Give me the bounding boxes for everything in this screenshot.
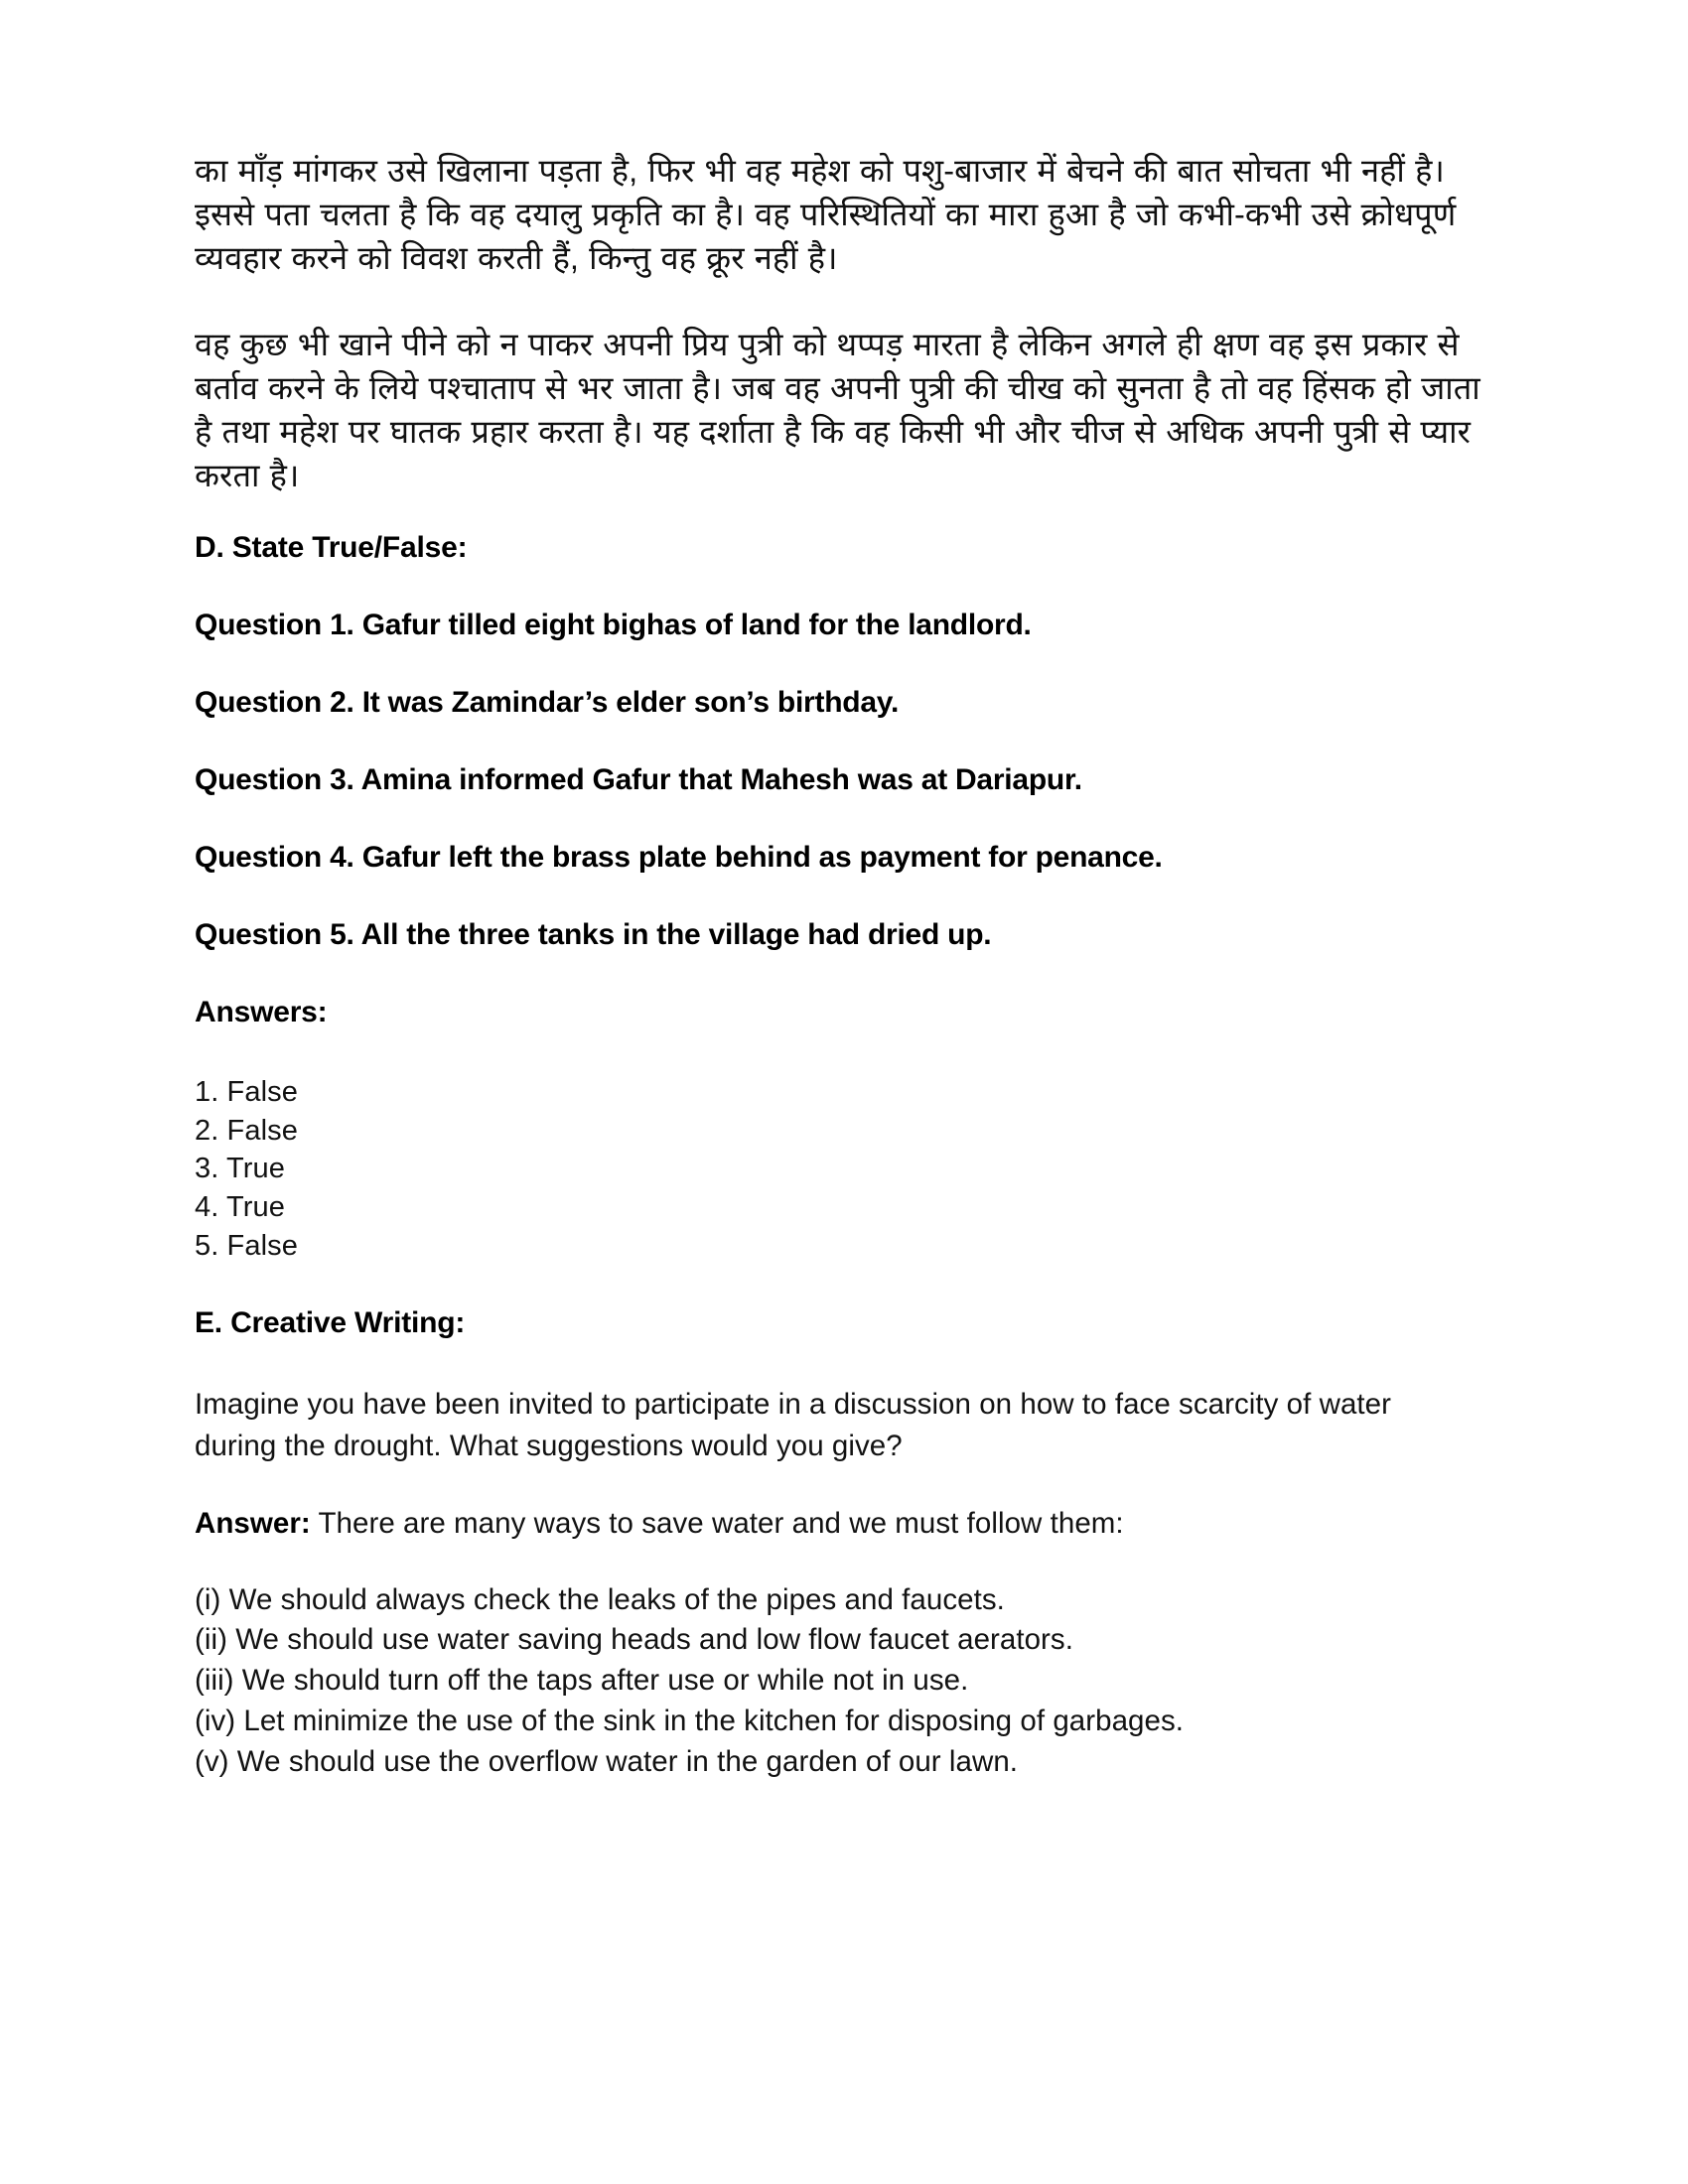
- answers-heading: Answers:: [195, 996, 328, 1029]
- suggestion-item: (iii) We should turn off the taps after use or while not in use.: [195, 1664, 969, 1698]
- question-item-3: Question 3. Amina informed Gafur that Mahesh was at Dariapur.: [195, 763, 1082, 797]
- answer-item: 2. False: [195, 1114, 298, 1147]
- creative-writing-answer-line: [195, 1503, 1451, 1545]
- section-heading-d-state-true-false: D. State True/False:: [195, 531, 468, 565]
- question-item-1: Question 1. Gafur tilled eight bighas of land for the landlord.: [195, 609, 1032, 642]
- document-content: [195, 149, 1485, 1782]
- suggestion-item: (i) We should always check the leaks of the pipes and faucets.: [195, 1582, 1005, 1616]
- question-item-4: Question 4. Gafur left the brass plate behind as payment for penance.: [195, 841, 1163, 875]
- answer-item: 4. True: [195, 1191, 285, 1223]
- question-item-5: Question 5. All the three tanks in the village had dried up.: [195, 918, 992, 952]
- answers-list: [195, 1073, 1485, 1265]
- suggestion-item: (ii) We should use water saving heads and low flow faucet aerators.: [195, 1623, 1073, 1657]
- creative-writing-prompt: Imagine you have been invited to participate in a discussion on how to face scarcity of water during the drought. What suggestions would you give?: [195, 1388, 1391, 1462]
- answer-item: 3. True: [195, 1153, 285, 1185]
- hindi-paragraph-1: का माँड़ मांगकर उसे खिलाना पड़ता है, फिर भी वह महेश को पशु-बाजार में बेचने की बात सोचता भी नहीं है। इससे पता चलता है कि वह दयालु प्रकृति का है। वह परिस्थितियों का मारा हुआ है जो कभी-कभी उसे क्रोधपूर्ण व्यवहार करने को विवश करती हैं, किन्तु वह क्रूर नहीं है।: [195, 153, 1457, 277]
- suggestions-list: [195, 1580, 1485, 1783]
- answer-item: 1. False: [195, 1076, 298, 1109]
- section-heading-e-creative-writing: E. Creative Writing:: [195, 1306, 466, 1340]
- hindi-paragraph-2: वह कुछ भी खाने पीने को न पाकर अपनी प्रिय पुत्री को थप्पड़ मारता है लेकिन अगले ही क्षण वह इस प्रकार से बर्ताव करने के लिये पश्चाताप से भर जाता है। जब वह अपनी पुत्री की चीख को सुनता है तो वह हिंसक हो जाता है तथा महेश पर घातक प्रहार करता है। यह दर्शाता है कि वह किसी भी और चीज से अधिक अपनी पुत्री से प्यार करता है।: [195, 326, 1480, 494]
- answer-intro-text: There are many ways to save water and we must follow them:: [310, 1506, 1124, 1540]
- suggestion-item: (iv) Let minimize the use of the sink in the kitchen for disposing of garbages.: [195, 1704, 1184, 1737]
- question-item-2: Question 2. It was Zamindar’s elder son’s birthday.: [195, 686, 900, 720]
- suggestion-item: (v) We should use the overflow water in the garden of our lawn.: [195, 1744, 1019, 1778]
- answer-item: 5. False: [195, 1229, 298, 1262]
- answer-label: Answer:: [195, 1506, 311, 1540]
